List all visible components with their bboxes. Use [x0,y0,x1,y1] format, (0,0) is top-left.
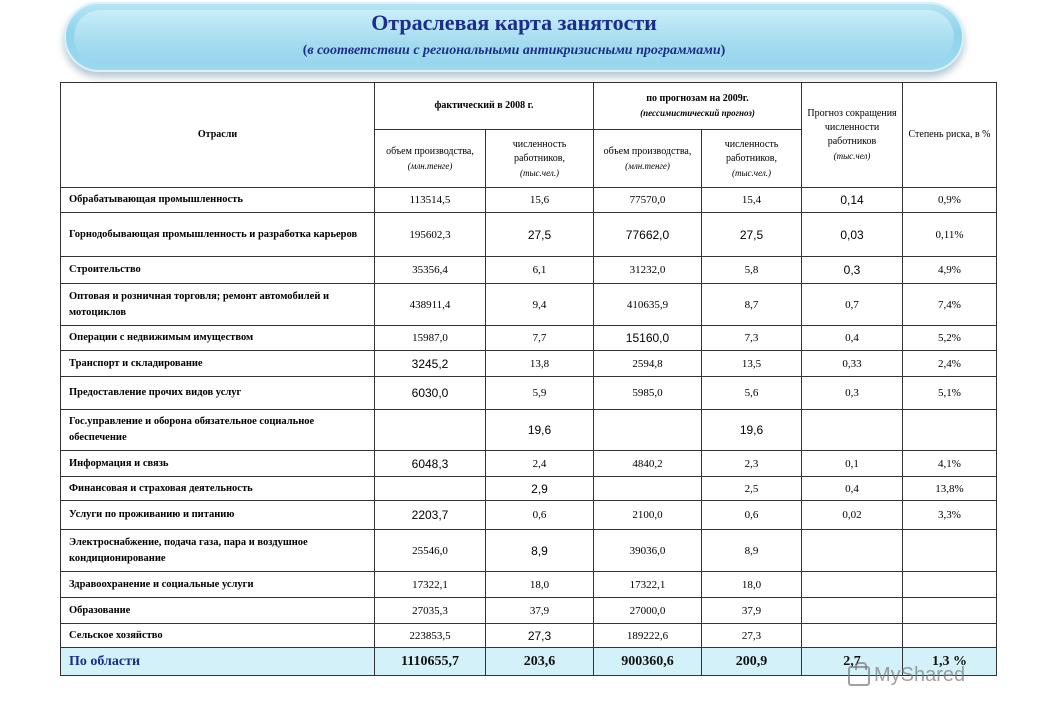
cell-workers-2008: 27,5 [486,213,594,257]
cell-risk [903,598,997,624]
cell-volume-2008: 17322,1 [375,572,486,598]
cell-risk: 4,1% [903,451,997,477]
subheader-label: численность работников, [512,138,567,164]
cell-volume-2009 [594,410,702,451]
cell-forecast-cut [802,572,903,598]
col-header-risk: Степень риска, в % [903,83,997,188]
cell-risk: 13,8% [903,477,997,501]
col-group-2009-title: по прогнозам на 2009г. [646,93,749,104]
table-row [61,624,997,648]
sector-name: Операции с недвижимым имуществом [61,326,375,351]
cell-volume-2009: 15160,0 [594,326,702,351]
cell-volume-2009: 5985,0 [594,377,702,410]
subheader-workers-2009 [702,130,802,188]
col-header-sectors: Отрасли [61,83,375,188]
cell-workers-2009: 8,9 [702,530,802,572]
table-row [61,598,997,624]
subheader-volume-2009 [594,130,702,188]
cell-workers-2009: 0,6 [702,501,802,530]
table-row [61,257,997,284]
cell-volume-2009: 189222,6 [594,624,702,648]
cell-workers-2008: 2,9 [486,477,594,501]
cell-forecast-cut [802,530,903,572]
cell-workers-2008: 8,9 [486,530,594,572]
cell-volume-2008: 223853,5 [375,624,486,648]
cell-workers-2008: 27,3 [486,624,594,648]
total-label: По области [61,648,375,676]
sector-name: Электроснабжение, подача газа, пара и воздушное кондиционирование [61,530,375,572]
cell-risk: 3,3% [903,501,997,530]
cell-forecast-cut: 0,1 [802,451,903,477]
subheader-label: численность работников, [724,138,779,164]
subheader-unit: (тыс.чел.) [519,167,560,178]
sector-name: Предоставление прочих видов услуг [61,377,375,410]
sector-name: Гос.управление и оборона обязательное социальное обеспечение [61,410,375,451]
sector-name: Обрабатывающая промышленность [61,188,375,213]
cell-workers-2008: 5,9 [486,377,594,410]
subheader-unit: (млн.тенге) [625,160,670,171]
total-forecast-cut: 2,7 [802,648,903,676]
table-row [61,213,997,257]
cell-workers-2008: 2,4 [486,451,594,477]
cell-risk: 5,1% [903,377,997,410]
cell-volume-2009: 77570,0 [594,188,702,213]
page-title: Отраслевая карта занятости [371,10,657,35]
cell-workers-2008: 6,1 [486,257,594,284]
cell-workers-2008: 37,9 [486,598,594,624]
subheader-label: объем производства, [386,145,474,157]
col-group-2009-note: (пессимистический прогноз) [640,108,755,118]
sector-name: Услуги по проживанию и питанию [61,501,375,530]
cell-workers-2008: 9,4 [486,284,594,326]
table-row [61,351,997,377]
cell-volume-2008: 3245,2 [375,351,486,377]
sector-name: Образование [61,598,375,624]
cell-volume-2008: 15987,0 [375,326,486,351]
cell-forecast-cut [802,598,903,624]
subtitle-open-paren: ( [302,43,308,58]
col-group-2008: фактический в 2008 г. [375,83,594,130]
cell-workers-2009: 27,5 [702,213,802,257]
cell-volume-2009: 2594,8 [594,351,702,377]
cell-workers-2008: 0,6 [486,501,594,530]
briefcase-icon [848,666,870,686]
cell-volume-2008: 2203,7 [375,501,486,530]
cell-workers-2009: 2,3 [702,451,802,477]
cell-workers-2008: 7,7 [486,326,594,351]
cell-volume-2009 [594,477,702,501]
sector-name: Строительство [61,257,375,284]
subheader-label: объем производства, [603,145,692,157]
col-header-forecast [802,83,903,188]
cell-volume-2009: 27000,0 [594,598,702,624]
cell-workers-2009: 18,0 [702,572,802,598]
cell-volume-2008 [375,410,486,451]
cell-workers-2009: 7,3 [702,326,802,351]
cell-volume-2008: 27035,3 [375,598,486,624]
cell-forecast-cut [802,624,903,648]
cell-volume-2008: 195602,3 [375,213,486,257]
cell-forecast-cut: 0,02 [802,501,903,530]
cell-forecast-cut: 0,3 [802,257,903,284]
cell-forecast-cut: 0,7 [802,284,903,326]
total-workers-2009: 200,9 [702,648,802,676]
total-volume-2008: 1110655,7 [375,648,486,676]
cell-forecast-cut: 0,3 [802,377,903,410]
cell-volume-2008 [375,477,486,501]
cell-workers-2009: 5,6 [702,377,802,410]
cell-workers-2009: 15,4 [702,188,802,213]
table-row [61,410,997,451]
cell-volume-2008: 113514,5 [375,188,486,213]
cell-risk: 0,9% [903,188,997,213]
watermark-text: MyShared [874,664,966,686]
subtitle-close-paren: ) [720,43,726,58]
total-volume-2009: 900360,6 [594,648,702,676]
cell-risk [903,572,997,598]
cell-workers-2009: 5,8 [702,257,802,284]
cell-risk: 2,4% [903,351,997,377]
table-row [61,188,997,213]
cell-volume-2009: 4840,2 [594,451,702,477]
table-row [61,501,997,530]
cell-workers-2008: 19,6 [486,410,594,451]
cell-volume-2009: 31232,0 [594,257,702,284]
cell-workers-2009: 27,3 [702,624,802,648]
col-group-2009 [594,83,802,130]
sector-name: Здравоохранение и социальные услуги [61,572,375,598]
cell-risk [903,410,997,451]
cell-workers-2008: 18,0 [486,572,594,598]
cell-risk: 4,9% [903,257,997,284]
sector-name: Сельское хозяйство [61,624,375,648]
table-row [61,326,997,351]
cell-volume-2009: 77662,0 [594,213,702,257]
subheader-unit: (тыс.чел.) [731,167,772,178]
sector-name: Горнодобывающая промышленность и разработка карьеров [61,213,375,257]
table-row [61,477,997,501]
table-row [61,530,997,572]
total-risk: 1,3 % [903,648,997,676]
sector-name: Финансовая и страховая деятельность [61,477,375,501]
cell-workers-2009: 19,6 [702,410,802,451]
cell-forecast-cut: 0,14 [802,188,903,213]
table-row [61,572,997,598]
cell-workers-2008: 15,6 [486,188,594,213]
cell-volume-2009: 410635,9 [594,284,702,326]
cell-workers-2009: 2,5 [702,477,802,501]
cell-risk [903,624,997,648]
cell-forecast-cut: 0,4 [802,477,903,501]
cell-volume-2008: 25546,0 [375,530,486,572]
cell-forecast-cut: 0,03 [802,213,903,257]
title-banner [64,2,964,72]
cell-volume-2009: 17322,1 [594,572,702,598]
cell-risk: 0,11% [903,213,997,257]
col-header-forecast-unit: (тыс.чел) [833,151,871,161]
watermark [848,664,965,687]
cell-workers-2009: 8,7 [702,284,802,326]
cell-workers-2009: 37,9 [702,598,802,624]
cell-volume-2008: 438911,4 [375,284,486,326]
cell-workers-2008: 13,8 [486,351,594,377]
subheader-unit: (млн.тенге) [407,160,453,171]
subtitle-text: в соответствии с региональными антикризисными программами [307,43,721,58]
subheader-volume-2008 [375,130,486,188]
table-row [61,284,997,326]
cell-forecast-cut: 0,4 [802,326,903,351]
table-row [61,377,997,410]
total-workers-2008: 203,6 [486,648,594,676]
cell-risk: 5,2% [903,326,997,351]
cell-volume-2009: 2100,0 [594,501,702,530]
sector-name: Информация и связь [61,451,375,477]
cell-volume-2009: 39036,0 [594,530,702,572]
cell-volume-2008: 35356,4 [375,257,486,284]
cell-workers-2009: 13,5 [702,351,802,377]
cell-risk [903,530,997,572]
col-header-forecast-label: Прогноз сокращения численности работников [807,108,897,147]
page-subtitle [64,43,964,59]
sector-name: Оптовая и розничная торговля; ремонт автомобилей и мотоциклов [61,284,375,326]
sector-name: Транспорт и складирование [61,351,375,377]
cell-volume-2008: 6030,0 [375,377,486,410]
employment-table [60,82,997,676]
cell-risk: 7,4% [903,284,997,326]
table-row [61,451,997,477]
cell-forecast-cut: 0,33 [802,351,903,377]
cell-forecast-cut [802,410,903,451]
subheader-workers-2008 [486,130,594,188]
cell-volume-2008: 6048,3 [375,451,486,477]
